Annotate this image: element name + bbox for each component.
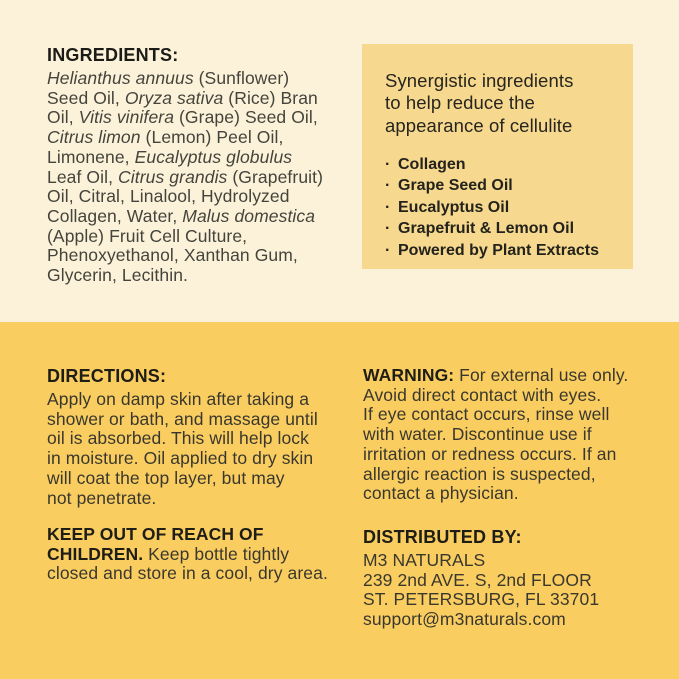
- distributed-by-section: [363, 527, 599, 630]
- directions-section: [47, 366, 318, 508]
- benefit-label: Grapefruit & Lemon Oil: [398, 220, 575, 238]
- text-line: with water. Discontinue use if: [363, 424, 592, 445]
- text-line: irritation or redness occurs. If an: [363, 443, 617, 464]
- text-line: support@m3naturals.com: [363, 609, 566, 630]
- text-line: Avoid direct contact with eyes.: [363, 384, 602, 405]
- benefit-label: Powered by Plant Extracts: [398, 241, 599, 259]
- text-line: Seed Oil, Oryza sativa (Rice) Bran: [47, 87, 318, 108]
- text-line: If eye contact occurs, rinse well: [363, 404, 610, 425]
- benefit-item: [385, 197, 623, 218]
- directions-heading: DIRECTIONS:: [47, 366, 167, 386]
- text-line: Leaf Oil, Citrus grandis (Grapefruit): [47, 166, 324, 187]
- usage-section: [0, 322, 679, 679]
- ingredients-heading: INGREDIENTS:: [47, 45, 179, 65]
- benefit-item: [385, 154, 623, 175]
- bullet-dot-icon: ·: [385, 177, 391, 195]
- text-line: Apply on damp skin after taking a: [47, 389, 310, 409]
- text-line: shower or bath, and massage until: [47, 408, 318, 429]
- text-line: CHILDREN. Keep bottle tightly: [47, 543, 290, 564]
- text-line: Collagen, Water, Malus domestica: [47, 205, 316, 226]
- bullet-dot-icon: ·: [385, 198, 391, 216]
- text-line: M3 NATURALS: [363, 550, 486, 570]
- text-line: Citrus limon (Lemon) Peel Oil,: [47, 127, 284, 148]
- benefit-label: Grape Seed Oil: [398, 177, 513, 195]
- text-line: allergic reaction is suspected,: [363, 463, 596, 484]
- directions-text: [47, 390, 318, 508]
- text-line: Phenoxyethanol, Xanthan Gum,: [47, 245, 298, 266]
- text-line: Limonene, Eucalyptus globulus: [47, 146, 293, 167]
- keep-out-of-reach-section: [47, 525, 328, 584]
- text-line: contact a physician.: [363, 483, 519, 504]
- text-line: ST. PETERSBURG, FL 33701: [363, 589, 600, 610]
- bullet-dot-icon: ·: [385, 241, 391, 259]
- distributed-by-heading: DISTRIBUTED BY:: [363, 527, 522, 547]
- text-line: 239 2nd AVE. S, 2nd FLOOR: [363, 569, 592, 590]
- text-line: Helianthus annuus (Sunflower): [47, 68, 290, 88]
- text-line: to help reduce the: [385, 92, 535, 114]
- text-line: (Apple) Fruit Cell Culture,: [47, 225, 248, 246]
- text-line: closed and store in a cool, dry area.: [47, 563, 328, 584]
- benefit-label: Eucalyptus Oil: [398, 198, 510, 216]
- text-line: in moisture. Oil applied to dry skin: [47, 448, 314, 469]
- text-line: appearance of cellulite: [385, 114, 573, 136]
- text-line: will coat the top layer, but may: [47, 467, 285, 488]
- bullet-dot-icon: ·: [385, 220, 391, 238]
- text-line: Oil, Vitis vinifera (Grape) Seed Oil,: [47, 107, 318, 128]
- warning-section: [363, 366, 628, 504]
- benefits-list: [385, 154, 623, 261]
- benefit-label: Collagen: [398, 155, 466, 173]
- ingredients-section: [47, 45, 323, 286]
- text-line: Oil, Citral, Linalool, Hydrolyzed: [47, 186, 290, 207]
- benefits-heading: [385, 70, 623, 137]
- benefits-callout-box: [362, 44, 633, 269]
- distributed-by-text: [363, 551, 599, 630]
- text-line: not penetrate.: [47, 487, 157, 508]
- keep-out-text: [47, 525, 328, 584]
- ingredients-text: [47, 69, 323, 286]
- benefit-item: [385, 175, 623, 196]
- warning-text: [363, 366, 628, 504]
- text-line: KEEP OUT OF REACH OF: [47, 524, 264, 544]
- text-line: oil is absorbed. This will help lock: [47, 428, 310, 449]
- benefit-item: [385, 240, 623, 261]
- text-line: Glycerin, Lecithin.: [47, 265, 188, 286]
- bullet-dot-icon: ·: [385, 155, 391, 173]
- benefit-item: [385, 218, 623, 239]
- text-line: Synergistic ingredients: [385, 70, 574, 91]
- text-line: WARNING: For external use only.: [363, 365, 629, 385]
